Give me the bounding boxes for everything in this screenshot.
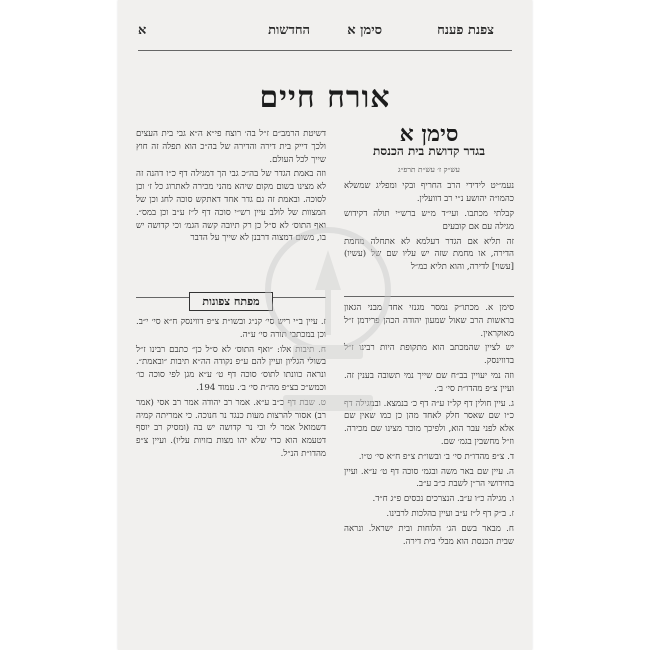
paragraph: וזה באמת הגדר של בה״כ גבי הך דמגילה דף כ״ו דהנה זה לא מצינו בשום מקום שיהא מהני מכירה לאתרוג כל ז׳ וכן לסוכה. ובאמת זה גם גדר אחד דאתקש סוכה לחג וכן של המצוות של לולב עיין רש״י סוכה דף ל״ז ע״ב וכן במס״. ואף התוס׳ לא ס״ל כן רק תיובה קשה הגמ׳ וכי קדושה יש בו, משום דמצוה דרבנן לא שייך על הדבר [136,169,326,244]
footnote: סימן א. מכתו״ק נמסר מגנזי אחד מבני הגאון בראשות הרב שאול שמעון יהודה הכהן פרידמן ז״ל מאוקראין. [344,303,514,339]
footnote: ח. תיבות אלו: ״ואף התוס׳ לא ס״ל כן״ כתבם רבינו ז״ל בשולי הגליון ועיין להם ע״פ נקודה הה״א תיבות ״ובאמת״. ונראה כוונתו לתוס׳ סוכה דף ט׳ ע״א מגן לפי סוכה כו׳ וכמש״כ בצ״פ מה״ת סי׳ ב׳. עמוד 194. [136,344,326,393]
running-head-siman: סימן א [347,23,382,38]
left-column-top [136,128,326,247]
footnotes-title: מפתח צפונות [189,292,272,311]
footnote-rule-right [344,296,514,297]
book-page [118,0,532,650]
running-head [138,22,512,46]
siman-title: סימן א [399,121,459,147]
running-head-section: החדשות [268,23,310,38]
running-head-book: צפנת פענח [437,23,494,38]
header-rule [138,50,512,51]
footnote: יש לציין שהמכתב הוא מתקופת היות רבינו ז״ל בדווינסק. [344,343,514,367]
siman-date-note: עש״ק ז׳ עש״ת תרפ״ג [398,164,460,174]
right-column-footnotes [344,302,514,550]
right-column-top [344,121,514,276]
footnote: ט. שבת דף כ״ב ע״א. אמר רב יהודה אמר רב אסי (אמר רב) אסור להרצות מעות כנגד נר חנוכה. כי אמריתה קמיה דשמואל אמר לי וכי נר קדושה יש בה (ומסיק רב יוסף דטעמא הוא כדי שלא יהו מצות בזויות עליו). ועיין צ״פ מהדו״ת הנ״ל. [136,397,326,459]
footnote: ג. עיין חולין דף קל״ז ע״ה דף כ׳ בנמצא. ובמגילה דף כ״ו שם שאסר חלק לאחד מהן כן כמו שאין שם אלא לפני עבר הוא, ולפיכך מוכר מצינו שם מכירה. וז״ל מחשבין בגמ׳ שם. [344,398,514,447]
footnote: ד. צ״פ מהדו״ת סי׳ ב׳ ובשו״ת צ״פ ח״א סי׳ ט״ו. [358,451,514,462]
footnote: ז. עיין ב״י ריש סי׳ קנ״ג ובשו״ת צ״פ דווינסק ח״א סי׳ י״ב. וכן במכתבי תורה סי׳ ע״ה. [136,317,326,340]
paragraph: דשיטת הרמב״ם ז״ל בה׳ רוצח פי״א ה״א גבי בית העצים ולכך דייק בית דירה והדירה של בה״כ הוא תפלה זה חוץ שייך לכל העולם. [136,129,326,165]
paragraph: נעמ״יט לידידי הרב החריף ובקי ומפליג שמשלא כהמו״ה יהושע נ״י רב דוועלין. [344,181,514,205]
footnote: ה. עיין שם באר משה ובגמ׳ סוכה דף ט׳ ע״א. ועיין בחידושי הר״ן לשבת כ״ב ע״ב. [344,466,514,490]
siman-subtitle: בגדר קדושת בית הכנסת [372,143,486,158]
footnote: ז. ב״ק דף ל״ז ע״ב ועיין בהלכות לרבינו. [386,508,514,519]
main-title: אורח חיים [259,80,391,115]
footnote: וזה נמי יעויין בב״ח שם שייך נמי תשובה בענין זה. ועיין צ״פ מהדו״ת סי׳ ב׳. [344,370,514,394]
footnote: ח. מבאר בשם הג׳ הלוחות ובית ישראל. ונראה שבית הכנסת הוא מבלי בית דירה. [344,523,514,547]
running-head-page-number: א [138,23,147,38]
paragraph: זה תליא אם הגדר דעלמא לא אתחלה מחמת הדירה, או מחמת שזה יש עליו שם של (עשיו) [עשוי] לדירה, והוא תליא כמ״ל [344,236,514,273]
left-column-footnotes [136,316,326,463]
footnote: ו. מגילה כ״ו ע״ב. הנצרכים נכסים פ״ג ח״ד. [372,494,514,505]
paragraph [344,208,514,234]
paragraph-text: קבלתי מכתבו. ועי״ד מ״ש ברש״י תולה דקידוש מגילה עם אם קובעים [344,208,514,232]
footnotes-title-box [136,290,326,311]
